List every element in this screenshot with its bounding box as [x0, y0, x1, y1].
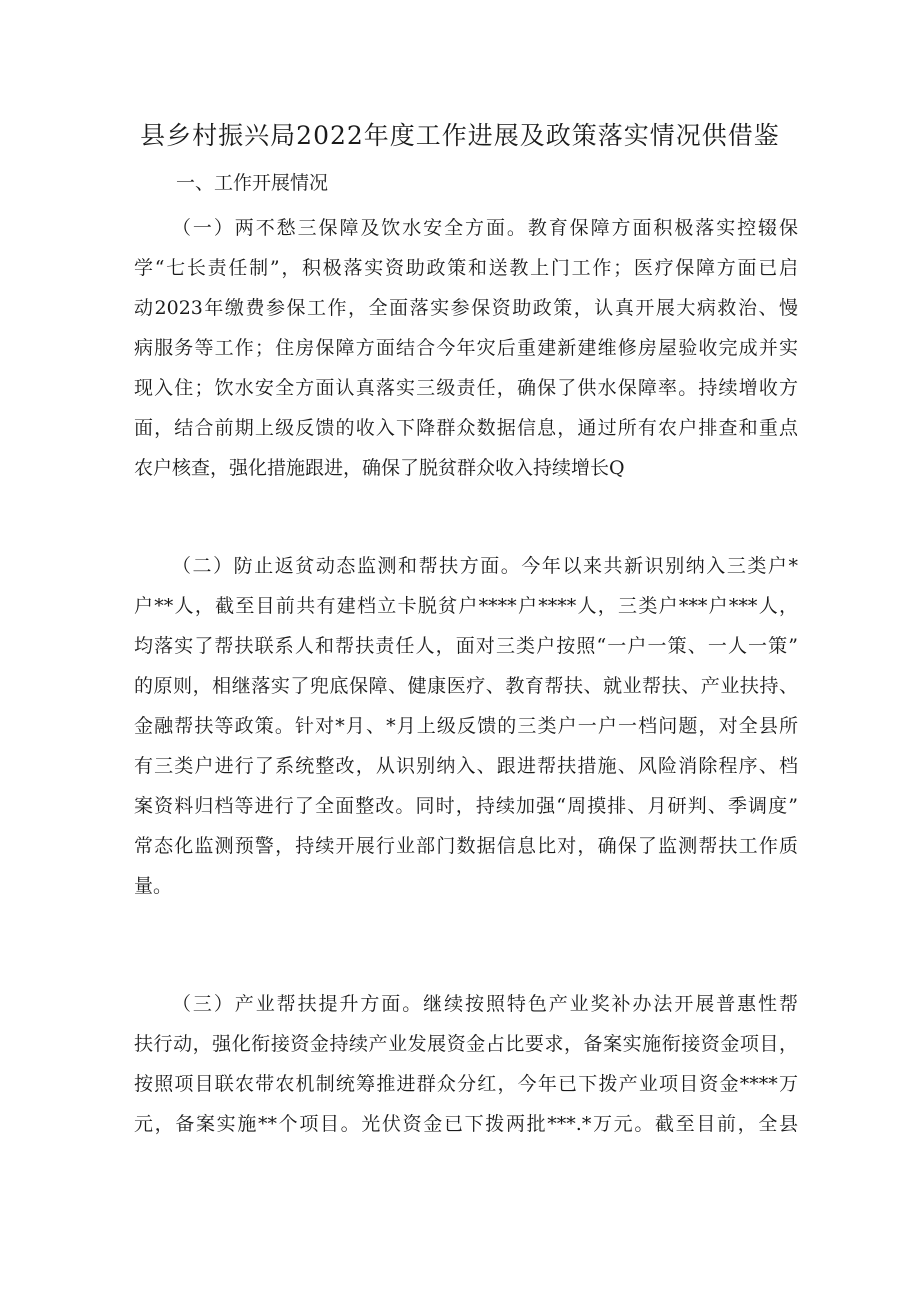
paragraph-line: 均落实了帮扶联系人和帮扶责任人，面对三类户按照“一户一策、一人一策”: [134, 635, 798, 657]
paragraph-line: 案资料归档等进行了全面整改。同时，持续加强“周摸排、月研判、季调度”: [134, 795, 798, 817]
paragraph-line: 现入住；饮水安全方面认真落实三级责任，确保了供水保障率。持续增收方: [134, 377, 798, 399]
paragraph-line: 的原则，相继落实了兜底保障、健康医疗、教育帮扶、就业帮扶、产业扶持、: [134, 675, 798, 697]
paragraph-line: 面，结合前期上级反馈的收入下降群众数据信息，通过所有农户排查和重点: [134, 417, 798, 439]
paragraph-line: 按照项目联农带农机制统筹推进群众分红，今年已下拨产业项目资金****万: [134, 1073, 798, 1095]
paragraph-line: （一）两不愁三保障及饮水安全方面。教育保障方面积极落实控辍保: [172, 217, 798, 239]
paragraph-line: 量。: [134, 875, 173, 897]
paragraph-line: 常态化监测预警，持续开展行业部门数据信息比对，确保了监测帮扶工作质: [134, 835, 798, 857]
paragraph-line: 户**人，截至目前共有建档立卡脱贫户****户****人，三类户***户***人，: [134, 595, 798, 617]
document-title: 县乡村振兴局2022年度工作进展及政策落实情况供借鉴: [140, 121, 780, 150]
paragraph-line: 病服务等工作；住房保障方面结合今年灾后重建新建维修房屋验收完成并实: [134, 337, 798, 359]
paragraph-2: [134, 546, 798, 906]
paragraph-line: 有三类户进行了系统整改，从识别纳入、跟进帮扶措施、风险消除程序、档: [134, 755, 798, 777]
paragraph-line: 金融帮扶等政策。针对*月、*月上级反馈的三类户一户一档问题，对全县所: [134, 715, 798, 737]
paragraph-line: 元，备案实施**个项目。光伏资金已下拨两批***.*万元。截至目前，全县: [134, 1113, 798, 1135]
paragraph-3: [134, 984, 798, 1144]
paragraph-1: [134, 208, 798, 488]
paragraph-line: 动2023年缴费参保工作，全面落实参保资助政策，认真开展大病救治、慢: [134, 297, 798, 319]
section-heading: 一、工作开展情况: [176, 172, 329, 194]
paragraph-line: （二）防止返贫动态监测和帮扶方面。今年以来共新识别纳入三类户*: [172, 555, 798, 577]
paragraph-line: （三）产业帮扶提升方面。继续按照特色产业奖补办法开展普惠性帮: [172, 993, 798, 1015]
paragraph-line: 扶行动，强化衔接资金持续产业发展资金占比要求，备案实施衔接资金项目，: [134, 1033, 798, 1055]
paragraph-line: 农户核查，强化措施跟进，确保了脱贫群众收入持续增长Q: [134, 457, 625, 479]
paragraph-line: 学“七长责任制”，积极落实资助政策和送教上门工作；医疗保障方面已启: [134, 257, 798, 279]
